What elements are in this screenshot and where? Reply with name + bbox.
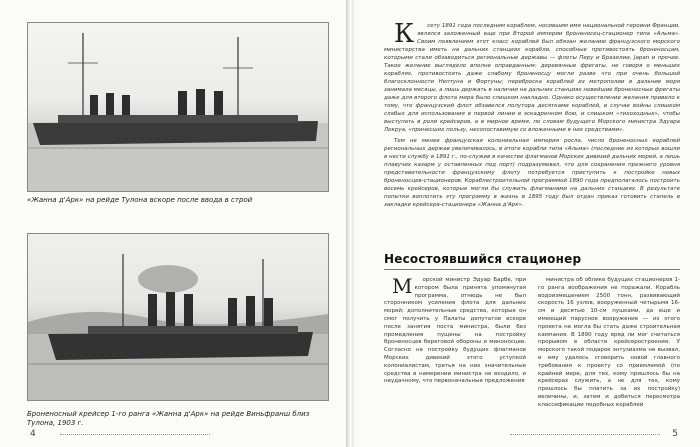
left-page (0, 0, 346, 447)
cruiser-photo-toulon (27, 22, 329, 192)
intro-paragraph-2: Тем не менее французская колониальная империя росла, число броненосных кораблей региональных держав увеличивалось, в итоге корабли типа «Альма» (последние из которых вошли в нести службу в 1891 г., по-служив в качестве флагманов Морских дивизий дальних морей, а лишь плавучих казарм у оставленных под порт) подразумевал, что для сохранения прежнего уровня представительности французскому флоту потребуется приступить к постройке новых броненосцев-стационеров. Кораблестроительной программой 1890 года предполагалось построить восемь крейсеров, которые могли бы служить флагманами на дальних станциях. В результате попытки воплотить эту программу в жизнь в 1895 году был отдан приказ готовить стапель в закладке крейсера-стационера «Жанна д'Арк». (384, 138, 680, 208)
column-right-text: министра об облике будущих стационеров 1-го ранга воображения не поражали. Корабль водоизмещением 2500 тонн, развивающий скорость 16 узлов, вооруженный четырьмя 16-см и десятью 10-см пушками, да еще и имеющий парусное вооружение — из этого проекта не могла бы стать даже строительная кампания. В 1890 году вряд ли мог считаться прорывом в области крейсеростроения. У морского такой подарок энтузиазма не вызвал, и ему удалось сговорить новой главного требования к проекту со приемлемой (по крайней мере, для тех, кому пришлось бы на крейсерах служить, а не для тех, кому пришлось бы платить за их постройку) величины, и, затем и добиться пересмотра классификации подобных кораблей (538, 277, 680, 408)
photo1-caption: «Жанна д'Арк» на рейде Тулона вскоре после ввода в строй (27, 196, 253, 204)
photo2-caption: Броненосный крейсер 1-го ранга «Жанна д'Арк» на рейде Виньфранш близ Тулона, 1903 г. (27, 410, 310, 427)
page-number-left: 4 (30, 429, 36, 439)
page-number-right: 5 (672, 429, 678, 439)
footer-rule (60, 434, 210, 436)
intro-text (384, 19, 680, 212)
column-left (384, 274, 526, 386)
cruiser-silhouette-2 (28, 234, 328, 400)
column-dropcap: М (392, 274, 413, 298)
section-heading: Несостоявшийся стационер (384, 252, 680, 270)
intro-paragraph-1: сету 1891 года последним кораблем, носившим имя национальной героини Франции, являлся заложенный еще при Второй империи броненосец-стационер типа «Альма». Своим появлением этот класс кораблей был обязан желанию французского морского министерства иметь на дальних станциях корабли, способные противостоять броненосцам, которыми стали обзаводиться региональные державы — флоты Перу и Бразилии, Japan и прочие. Такое желание выглядело вполне оправданным: деревянные фрегаты, не говоря о меньших кораблях, противостоять даже слабому броненосцу могли разве что при очень большой благосклонности Нептуна и Фортуны; переброска кораблей из метрополии в дальние моря занимала месяцы, а лишь держать в наличии на дальних станциях новейшие броненосные фрегаты даже для второго флота мира было слишком накладно. Однако осуществление желания привело к тому, что французский флот обзавелся полутора десятками кораблей, в случае войны слишком слабых для использования в первой линии в эскадренном бою, и слишком «тихоходных», чтобы выступать в роли крейсеров, а в мирное время, по словам будущего Морского министра Эдуара Локруа, «принесших пользу, несопоставимую со вложенными в них средствами». (384, 23, 680, 133)
right-page (354, 0, 700, 447)
cruiser-silhouette-1 (28, 23, 328, 191)
book-gutter (346, 0, 354, 447)
column-left-text: орской министр Эдуар Барбе, при котором была принята упомянутая программа, отнюдь не был сторонником усиления флота для дальних морей; дополнительные средства, которые он смог получить у Палаты депутатов вскоре после занятия поста министра, были без промедления пущены на постройку броненосцев береговой обороны и миноносцев. Согласно на постройку будущих флагманов Морских дивизий этого уступкой колониалистам, третья на них значительные средства в намерении министра не входило, и неудачному, что первоначальные предложения (384, 277, 526, 385)
footer-rule-right (510, 434, 660, 436)
column-right (538, 277, 680, 410)
intro-dropcap: К (394, 19, 415, 49)
cruiser-photo-villefranche (27, 233, 329, 401)
